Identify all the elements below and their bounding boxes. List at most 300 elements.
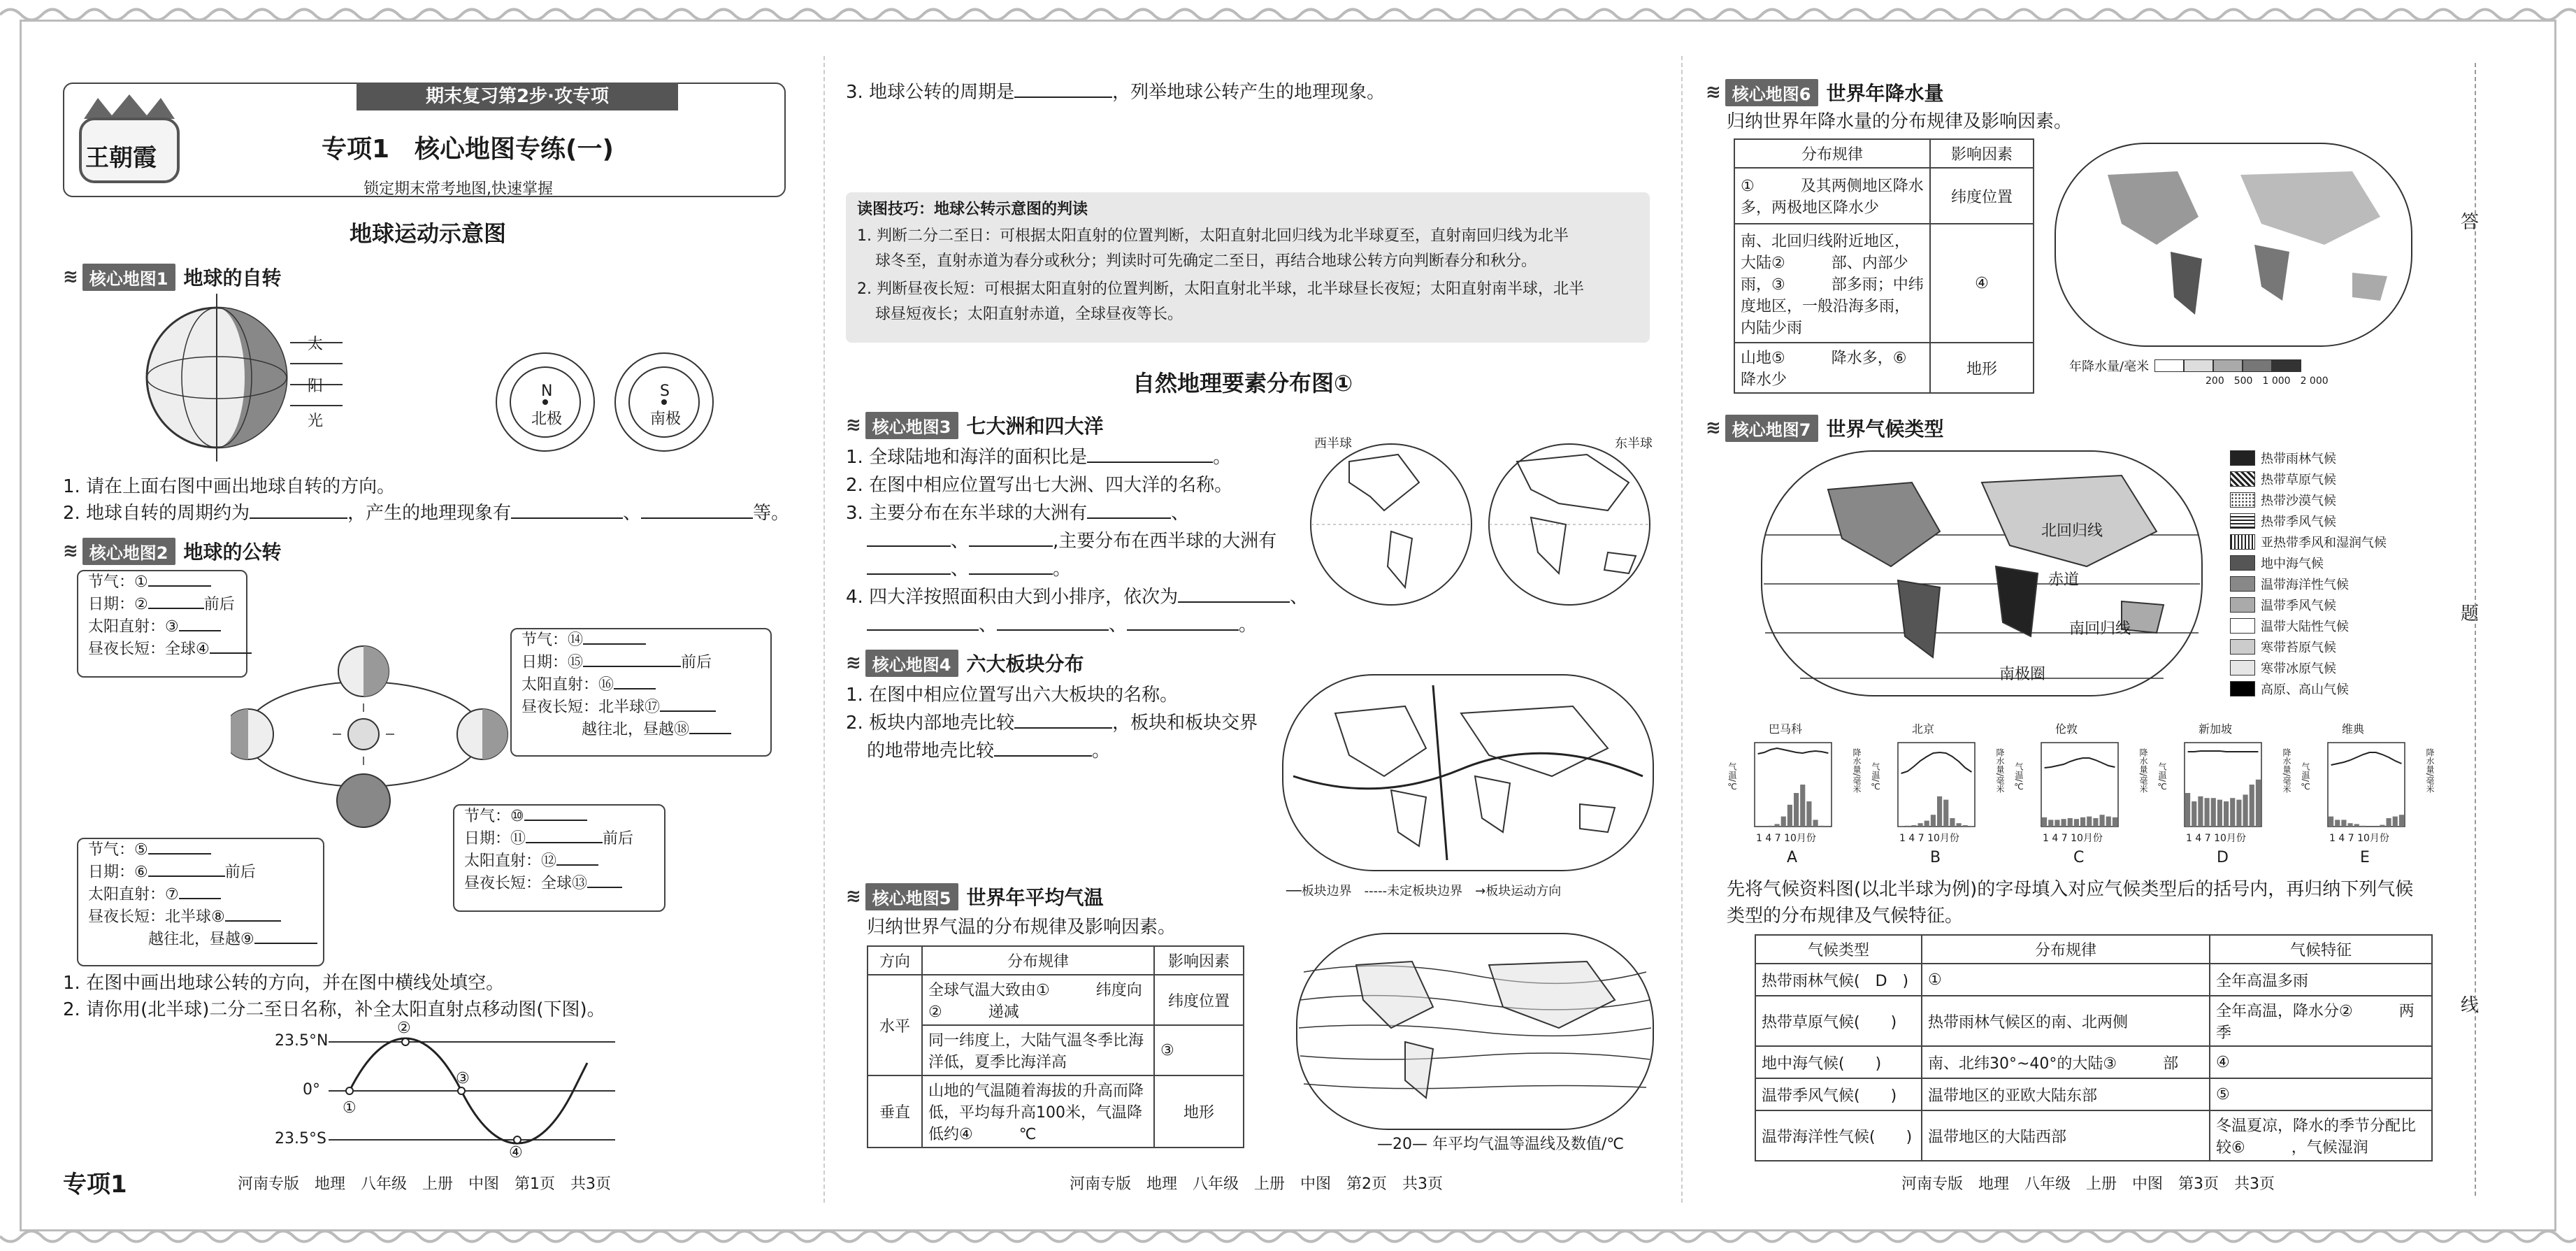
rain-bar xyxy=(1963,825,1968,827)
table-header: 影响因素 xyxy=(1930,139,2034,168)
answer-blank[interactable] xyxy=(867,545,951,547)
map5-subtitle: 归纳世界气温的分布规律及影响因素。 xyxy=(867,917,1177,938)
table-row xyxy=(1755,1078,2432,1110)
box-c-line-3: 太阳直射：⑫ xyxy=(454,850,664,873)
logo xyxy=(70,91,189,189)
table-cell-law[interactable]: ① xyxy=(1922,964,2210,996)
climate-legend xyxy=(2230,448,2440,699)
orbit-box-d xyxy=(77,838,324,966)
sun-point-2: ② xyxy=(397,1020,411,1037)
legend-item: 寒带冰原气候 xyxy=(2230,657,2440,678)
climate-table xyxy=(1755,934,2433,1161)
table-cell-type[interactable]: 温带海洋性气候( ) xyxy=(1755,1110,1922,1161)
map5-name: 世界年平均气温 xyxy=(966,886,1104,909)
map4-question-2: 2. 板块内部地壳比较 ，板块和板块交界 xyxy=(846,713,1258,734)
answer-blank[interactable] xyxy=(1087,462,1213,463)
table-cell-law: 热带雨林气候区的南、北两侧 xyxy=(1922,996,2210,1046)
footer-section-label: 专项1 xyxy=(63,1171,127,1199)
answer-blank[interactable] xyxy=(1178,601,1290,603)
map3-question-4b: 、 、 。 xyxy=(867,613,1257,638)
answer-blank[interactable] xyxy=(511,517,623,519)
rain-bar xyxy=(2217,800,2222,827)
rain-bar xyxy=(2042,817,2047,827)
climate-instruction-2: 类型的分布规律及气候特征。 xyxy=(1727,906,1964,927)
chart-letter: E xyxy=(2360,849,2370,866)
box-b-line-2: 日期：⑮ 前后 xyxy=(521,654,712,671)
rain-bar xyxy=(2087,817,2092,827)
legend-item: 地中海气候 xyxy=(2230,552,2440,573)
rain-bar xyxy=(1969,826,1974,827)
sun-point-1: ① xyxy=(343,1099,357,1117)
page-title: 专项1 核心地图专练(一) xyxy=(322,135,614,164)
reading-tip-line-4: 球昼短夜长；太阳直射赤道，全球昼夜等长。 xyxy=(875,306,1183,323)
rain-bar xyxy=(1787,805,1792,827)
chart-letter: B xyxy=(1930,849,1941,866)
map3-question-3b: 、 ,主要分布在西半球的大洲有 xyxy=(867,529,1276,554)
table-row xyxy=(1755,964,2432,996)
table-cell-feature[interactable]: ④ xyxy=(2210,1046,2432,1078)
map6-label: 核心地图6 xyxy=(1725,79,1818,106)
answer-blank[interactable] xyxy=(556,864,598,866)
map3-question-3: 3. 主要分布在东半球的大洲有 、 xyxy=(846,503,1190,524)
map7-name: 世界气候类型 xyxy=(1826,417,1944,441)
divider-2 xyxy=(1681,56,1683,1203)
answer-blank[interactable] xyxy=(1087,517,1171,519)
chart-letter: A xyxy=(1787,849,1798,866)
box-a-line-2: 日期：② 前后 xyxy=(88,596,235,613)
box-d-line-5: 越往北，昼越⑨ xyxy=(78,929,323,951)
map6-subtitle: 归纳世界年降水量的分布规律及影响因素。 xyxy=(1727,111,2073,132)
answer-blank[interactable] xyxy=(148,585,211,587)
rain-bar xyxy=(2192,801,2196,827)
legend-item: 温带大陆性气候 xyxy=(2230,615,2440,636)
chart-temp-axis-label: 气温/℃ xyxy=(1871,762,1880,792)
wave-icon: ≋ xyxy=(1706,417,1721,438)
climate-chart-city: 巴马科 xyxy=(1769,722,1803,736)
banner: 期末复习第2步·攻专项 xyxy=(357,83,678,110)
table-cell-law: 南、北回归线附近地区，大陆② 部、内部少雨，③ 部多雨；中纬度地区，一般沿海多雨，内陆少雨 xyxy=(1734,224,1930,343)
answer-blank[interactable] xyxy=(614,688,656,689)
rain-bar xyxy=(2205,798,2210,827)
lat-0-label: 0° xyxy=(303,1081,320,1099)
temperature-table xyxy=(867,945,1244,1148)
map1-name: 地球的自转 xyxy=(183,266,282,289)
wave-icon: ≋ xyxy=(846,886,861,907)
orbit-question-3: 3. 地球公转的周期是 ，列举地球公转产生的地理现象。 xyxy=(846,82,1386,103)
rain-bar xyxy=(1794,793,1799,827)
map4-label: 核心地图4 xyxy=(865,650,958,677)
side-tab-3: 线 xyxy=(2461,995,2480,1016)
table-row xyxy=(1734,224,2034,343)
map3-tag xyxy=(846,411,1104,439)
table-cell-feature: 全年高温多雨 xyxy=(2210,964,2432,996)
box-b-line-3: 太阳直射：⑯ xyxy=(512,674,770,696)
rain-bar xyxy=(2243,794,2248,827)
table-cell-type[interactable]: 地中海气候( ) xyxy=(1755,1046,1922,1078)
rain-bar xyxy=(2106,817,2111,827)
table-header-row xyxy=(868,946,1244,975)
map3-question-4: 4. 四大洋按照面积由大到小排序，依次为 、 xyxy=(846,587,1309,608)
table-header-row xyxy=(1755,935,2432,964)
answer-blank[interactable] xyxy=(583,643,646,645)
rain-bar xyxy=(2198,796,2203,827)
rain-bar xyxy=(1768,826,1773,827)
footer-page-3: 河南专版 地理 八年级 上册 中图 第3页 共3页 xyxy=(1901,1175,2275,1193)
box-b-line-4: 昼夜长短：北半球⑰ xyxy=(512,696,770,719)
map5-tag xyxy=(846,882,1104,910)
table-cell-direction: 水平 xyxy=(868,975,922,1075)
box-d-line-3: 太阳直射：⑦ xyxy=(78,884,323,906)
table-cell-type[interactable]: 热带雨林气候( D ) xyxy=(1755,964,1922,996)
table-cell-law: 同一纬度上，大陆气温冬季比海洋低，夏季比海洋高 xyxy=(922,1025,1154,1075)
legend-item: 亚热带季风和湿润气候 xyxy=(2230,531,2440,552)
rain-bar xyxy=(2224,801,2229,827)
legend-item: 温带海洋性气候 xyxy=(2230,573,2440,594)
north-pole-letter: N xyxy=(541,383,553,400)
answer-blank[interactable] xyxy=(254,943,317,944)
legend-item: 热带季风气候 xyxy=(2230,510,2440,531)
climate-chart-city: 北京 xyxy=(1912,722,1935,736)
box-b-line-1: 节气：⑭ xyxy=(512,629,770,652)
chart-month-label: 1 4 7 10月份 xyxy=(1756,833,1816,844)
rain-bar xyxy=(2100,815,2105,827)
rain-bar xyxy=(2341,820,2346,827)
footer-page-2: 河南专版 地理 八年级 上册 中图 第2页 共3页 xyxy=(1070,1175,1443,1193)
answer-blank[interactable] xyxy=(524,820,587,821)
answer-blank[interactable] xyxy=(660,710,716,712)
rain-bar xyxy=(2399,815,2404,827)
hemisphere-map xyxy=(1307,434,1657,615)
table-header: 影响因素 xyxy=(1154,946,1244,975)
chart-letter: C xyxy=(2073,849,2085,866)
equator-label: 赤道 xyxy=(2048,571,2080,589)
chart-frame xyxy=(1755,743,1832,827)
table-cell-factor[interactable]: ④ xyxy=(1930,224,2034,343)
rain-bar xyxy=(1931,815,1936,827)
table-cell-direction: 垂直 xyxy=(868,1075,922,1148)
map6-name: 世界年降水量 xyxy=(1826,82,1944,105)
rain-bar xyxy=(2055,820,2059,827)
table-header: 分布规律 xyxy=(1734,139,1930,168)
map4-name: 六大板块分布 xyxy=(966,652,1084,675)
rain-bar xyxy=(2068,818,2073,827)
pole-circles xyxy=(489,350,727,455)
table-cell-law: 山地⑤ 降水多，⑥ 降水少 xyxy=(1734,343,1930,393)
chart-rain-axis-label: 降水量/毫米 xyxy=(2425,748,2435,794)
chart-month-label: 1 4 7 10月份 xyxy=(1899,833,1959,844)
answer-blank[interactable] xyxy=(997,629,1109,631)
rain-bar xyxy=(1800,785,1805,827)
lat-23s-label: 23.5°S xyxy=(275,1130,326,1148)
climate-map xyxy=(1758,448,2206,699)
rain-bar xyxy=(1943,800,1948,827)
footer-page-1: 河南专版 地理 八年级 上册 中图 第1页 共3页 xyxy=(238,1175,611,1193)
answer-blank[interactable] xyxy=(250,517,347,519)
side-tab-1: 答 xyxy=(2461,212,2480,233)
eastern-hemisphere-label: 东半球 xyxy=(1615,436,1653,451)
chart-temp-axis-label: 气温/℃ xyxy=(1727,762,1737,792)
table-cell-factor: 纬度位置 xyxy=(1154,975,1244,1025)
map3-question-1: 1. 全球陆地和海洋的面积比是 。 xyxy=(846,447,1232,468)
table-header: 气候特征 xyxy=(2210,935,2432,964)
table-cell-feature[interactable]: ⑤ xyxy=(2210,1078,2432,1110)
chart-frame xyxy=(2328,743,2405,827)
sunlight-char-2: 阳 xyxy=(308,378,324,395)
answer-blank[interactable] xyxy=(867,629,979,631)
map2-label: 核心地图2 xyxy=(82,538,175,565)
answer-blank[interactable] xyxy=(587,887,622,888)
reading-tip-line-1: 1. 判断二分二至日：可根据太阳直射的位置判断，太阳直射北回归线为北半球夏至，直射南回归线为北半 xyxy=(857,227,1569,245)
reading-tip-line-2: 球冬至，直射赤道为春分或秋分；判读时可先确定二至日，再结合地球公转方向判断春分和秋分。 xyxy=(875,252,1537,270)
table-header: 分布规律 xyxy=(1922,935,2210,964)
map2-tag xyxy=(63,537,282,565)
temperature-line xyxy=(2188,751,2259,752)
temperature-line xyxy=(1901,752,1972,773)
box-a-line-1: 节气：① xyxy=(78,571,246,594)
chart-rain-axis-label: 降水量/毫米 xyxy=(1995,748,2005,794)
orbit-question-1: 1. 在图中画出地球公转的方向，并在图中横线处填空。 xyxy=(63,973,505,994)
chart-month-label: 1 4 7 10月份 xyxy=(2329,833,2389,844)
plate-map xyxy=(1279,671,1657,874)
wave-icon: ≋ xyxy=(1706,82,1721,103)
temperature-line xyxy=(2331,752,2402,765)
rain-bar xyxy=(1813,820,1818,827)
antarctic-circle-label: 南极圈 xyxy=(1999,666,2046,683)
section-title-earth-motion: 地球运动示意图 xyxy=(350,220,507,247)
answer-blank[interactable] xyxy=(583,666,681,667)
table-row xyxy=(1755,996,2432,1046)
logo-text: 王朝霞 xyxy=(85,144,157,172)
answer-blank[interactable] xyxy=(225,920,281,922)
table-header: 分布规律 xyxy=(922,946,1154,975)
direct-sun-movement-chart xyxy=(322,1021,615,1161)
rain-bar xyxy=(2211,798,2216,827)
climate-chart-A xyxy=(1727,720,1866,874)
tropic-capricorn-label: 南回归线 xyxy=(2069,620,2131,638)
climate-chart-C xyxy=(2013,720,2153,874)
reading-tip-title: 读图技巧：地球公转示意图的判读 xyxy=(857,201,1088,218)
precipitation-legend-ticks: 200 500 1 000 2 000 xyxy=(2206,376,2329,387)
rain-bar xyxy=(1918,823,1923,827)
table-cell-factor[interactable]: ③ xyxy=(1154,1025,1244,1075)
answer-blank[interactable] xyxy=(148,853,211,855)
chart-rain-axis-label: 降水量/毫米 xyxy=(1852,748,1862,794)
divider-1 xyxy=(823,56,825,1203)
orbit-diagram xyxy=(231,629,524,853)
section-title-natural: 自然地理要素分布图① xyxy=(1132,370,1353,396)
answer-blank[interactable] xyxy=(1014,96,1112,98)
map3-question-2: 2. 在图中相应位置写出七大洲、四大洋的名称。 xyxy=(846,475,1233,496)
map4-question-1: 1. 在图中相应位置写出六大板块的名称。 xyxy=(846,685,1179,706)
table-header-row xyxy=(1734,139,2034,168)
map4-tag xyxy=(846,649,1084,677)
table-cell-feature[interactable]: 全年高温，降水分② 两季 xyxy=(2210,996,2432,1046)
temperature-line xyxy=(2045,758,2115,768)
map7-label: 核心地图7 xyxy=(1725,415,1818,442)
sunlight-char-3: 光 xyxy=(308,413,324,430)
climate-chart-city: 新加坡 xyxy=(2199,722,2233,736)
map3-name: 七大洲和四大洋 xyxy=(966,415,1104,438)
sun-point-4: ④ xyxy=(509,1144,523,1161)
answer-blank[interactable] xyxy=(969,545,1053,547)
table-row xyxy=(1755,1110,2432,1161)
rain-bar xyxy=(1905,826,1910,827)
map4-question-2b: 的地带地壳比较 。 xyxy=(867,741,1111,762)
map1-label: 核心地图1 xyxy=(82,264,175,291)
answer-blank[interactable] xyxy=(526,842,603,843)
table-row xyxy=(1734,343,2034,393)
rain-bar xyxy=(2080,817,2085,827)
answer-blank[interactable] xyxy=(994,755,1092,757)
table-row xyxy=(868,1075,1244,1148)
climate-instruction-1: 先将气候资料图(以北半球为例)的字母填入对应气候类型后的括号内，再归纳下列气候 xyxy=(1727,879,2414,900)
table-row xyxy=(868,975,1244,1025)
table-cell-law: 温带地区的大陆西部 xyxy=(1922,1110,2210,1161)
rain-bar xyxy=(2329,817,2333,827)
table-cell-law: 温带地区的亚欧大陆东部 xyxy=(1922,1078,2210,1110)
table-cell-law[interactable]: 南、北纬30°~40°的大陆③ 部 xyxy=(1922,1046,2210,1078)
rain-bar xyxy=(1957,823,1962,827)
climate-charts xyxy=(1727,720,2447,874)
rain-bar xyxy=(1937,796,1942,827)
answer-blank[interactable] xyxy=(641,517,753,519)
box-c-line-4: 昼夜长短：全球⑬ xyxy=(454,873,664,895)
legend-item: 热带雨林气候 xyxy=(2230,448,2440,469)
rotation-q2-d: 等。 xyxy=(753,503,790,524)
table-cell-type[interactable]: 热带草原气候( ) xyxy=(1755,996,1922,1046)
legend-item: 温带季风气候 xyxy=(2230,594,2440,615)
rain-bar xyxy=(2113,817,2117,827)
rain-bar xyxy=(1820,826,1825,827)
rotation-q2-a: 2. 地球自转的周期约为 xyxy=(63,503,250,524)
answer-blank[interactable] xyxy=(179,630,221,631)
wave-icon: ≋ xyxy=(846,652,861,673)
answer-blank[interactable] xyxy=(867,573,951,575)
box-d-line-4: 昼夜长短：北半球⑧ xyxy=(78,906,323,929)
answer-blank[interactable] xyxy=(1014,727,1112,729)
wave-icon: ≋ xyxy=(63,266,78,287)
lat-23n-label: 23.5°N xyxy=(275,1032,329,1050)
precipitation-legend-label: 年降水量/毫米 xyxy=(2069,359,2150,374)
map7-tag xyxy=(1706,414,1944,442)
answer-blank[interactable] xyxy=(969,573,1053,575)
rain-bar xyxy=(2361,826,2366,827)
rain-bar xyxy=(1781,817,1786,827)
rain-bar xyxy=(2256,780,2261,827)
table-cell-feature[interactable]: 冬温夏凉，降水的季节分配比较⑥ ，气候湿润 xyxy=(2210,1110,2432,1161)
isotherm-caption: —20— 年平均气温等温线及数值/℃ xyxy=(1377,1136,1625,1153)
rain-bar xyxy=(2048,820,2053,827)
box-b-line-5: 越往北，昼越⑱ xyxy=(512,719,770,741)
chart-frame xyxy=(2041,743,2118,827)
map5-label: 核心地图5 xyxy=(865,883,958,910)
orbit-question-2: 2. 请你用(北半球)二分二至日名称，补全太阳直射点移动图(下图)。 xyxy=(63,999,605,1020)
rain-bar xyxy=(2230,798,2235,827)
side-cut-line xyxy=(2475,63,2476,1196)
chart-letter: D xyxy=(2217,849,2229,866)
answer-blank[interactable] xyxy=(689,733,731,734)
chart-month-label: 1 4 7 10月份 xyxy=(2186,833,2246,844)
table-cell-law: 全球气温大致由① 纬度向② 递减 xyxy=(922,975,1154,1025)
wave-icon: ≋ xyxy=(63,541,78,562)
box-d-line-2: 日期：⑥ 前后 xyxy=(88,864,256,881)
answer-blank[interactable] xyxy=(148,608,204,609)
table-cell-factor: 纬度位置 xyxy=(1930,168,2034,224)
table-cell-factor: 地形 xyxy=(1154,1075,1244,1148)
rain-bar xyxy=(2335,820,2340,827)
south-pole-name: 南极 xyxy=(650,410,682,428)
western-hemisphere-label: 西半球 xyxy=(1314,436,1352,451)
box-a-line-4: 昼夜长短：全球④ xyxy=(78,638,246,661)
tropic-cancer-label: 北回归线 xyxy=(2041,522,2103,540)
climate-chart-city: 维典 xyxy=(2342,722,2365,736)
chart-temp-axis-label: 气温/℃ xyxy=(2014,762,2024,792)
rain-bar xyxy=(1911,825,1916,827)
map1-tag xyxy=(63,263,282,291)
temperature-line xyxy=(1758,748,1829,754)
rotation-q2-c: 、 xyxy=(623,503,642,524)
table-row xyxy=(1755,1046,2432,1078)
map3-label: 核心地图3 xyxy=(865,412,958,439)
rain-bar xyxy=(2348,823,2353,827)
table-header: 方向 xyxy=(868,946,922,975)
rain-bar xyxy=(2387,818,2391,827)
chart-rain-axis-label: 降水量/毫米 xyxy=(2282,748,2291,794)
table-cell-type[interactable]: 温带季风气候( ) xyxy=(1755,1078,1922,1110)
precipitation-map xyxy=(2052,140,2415,350)
table-cell-law: ① 及其两侧地区降水多，两极地区降水少 xyxy=(1734,168,1930,224)
table-row xyxy=(868,1025,1244,1075)
answer-blank[interactable] xyxy=(1127,629,1239,631)
isotherm-map xyxy=(1293,930,1657,1133)
orbit-box-b xyxy=(510,628,772,757)
precipitation-table xyxy=(1734,138,2034,394)
chart-month-label: 1 4 7 10月份 xyxy=(2043,833,2103,844)
south-pole-letter: S xyxy=(660,383,670,400)
map6-tag xyxy=(1706,78,1944,106)
rain-bar xyxy=(2354,824,2359,827)
chart-rain-axis-label: 降水量/毫米 xyxy=(2138,748,2148,794)
side-tab-2: 题 xyxy=(2461,603,2480,624)
rain-bar xyxy=(2380,825,2384,827)
table-row xyxy=(1734,168,2034,224)
table-cell-law: 山地的气温随着海拔的升高而降低，平均每升高100米，气温降低约④ ℃ xyxy=(922,1075,1154,1148)
box-d-line-1: 节气：⑤ xyxy=(78,839,323,862)
rain-bar xyxy=(2185,793,2190,827)
rain-bar xyxy=(2074,819,2079,827)
box-a-line-3: 太阳直射：③ xyxy=(78,616,246,638)
rain-bar xyxy=(1950,818,1955,827)
legend-item: 热带草原气候 xyxy=(2230,469,2440,489)
climate-chart-city: 伦敦 xyxy=(2055,722,2078,736)
table-cell-factor: 地形 xyxy=(1930,343,2034,393)
rotation-question-1: 1. 请在上面右图中画出地球自转的方向。 xyxy=(63,476,396,497)
rotation-q2-b: ，产生的地理现象有 xyxy=(347,503,512,524)
legend-item: 高原、高山气候 xyxy=(2230,678,2440,699)
climate-chart-B xyxy=(1870,720,2010,874)
plate-legend: ──板块边界 -----未定板块边界 →板块运动方向 xyxy=(1286,884,1562,899)
answer-blank[interactable] xyxy=(179,898,221,899)
rain-bar xyxy=(1806,801,1811,827)
rain-bar xyxy=(2061,819,2066,827)
chart-temp-axis-label: 气温/℃ xyxy=(2157,762,2167,792)
reading-tip-line-3: 2. 判断昼夜长短：可根据太阳直射的位置判断，太阳直射北半球，北半球昼长夜短；太阳直射南半球，北半 xyxy=(857,280,1584,298)
rain-bar xyxy=(2236,800,2241,827)
chart-temp-axis-label: 气温/℃ xyxy=(2301,762,2310,792)
sunlight-char-1: 太 xyxy=(308,336,324,353)
answer-blank[interactable] xyxy=(148,875,225,877)
orbit-box-a xyxy=(77,570,247,678)
